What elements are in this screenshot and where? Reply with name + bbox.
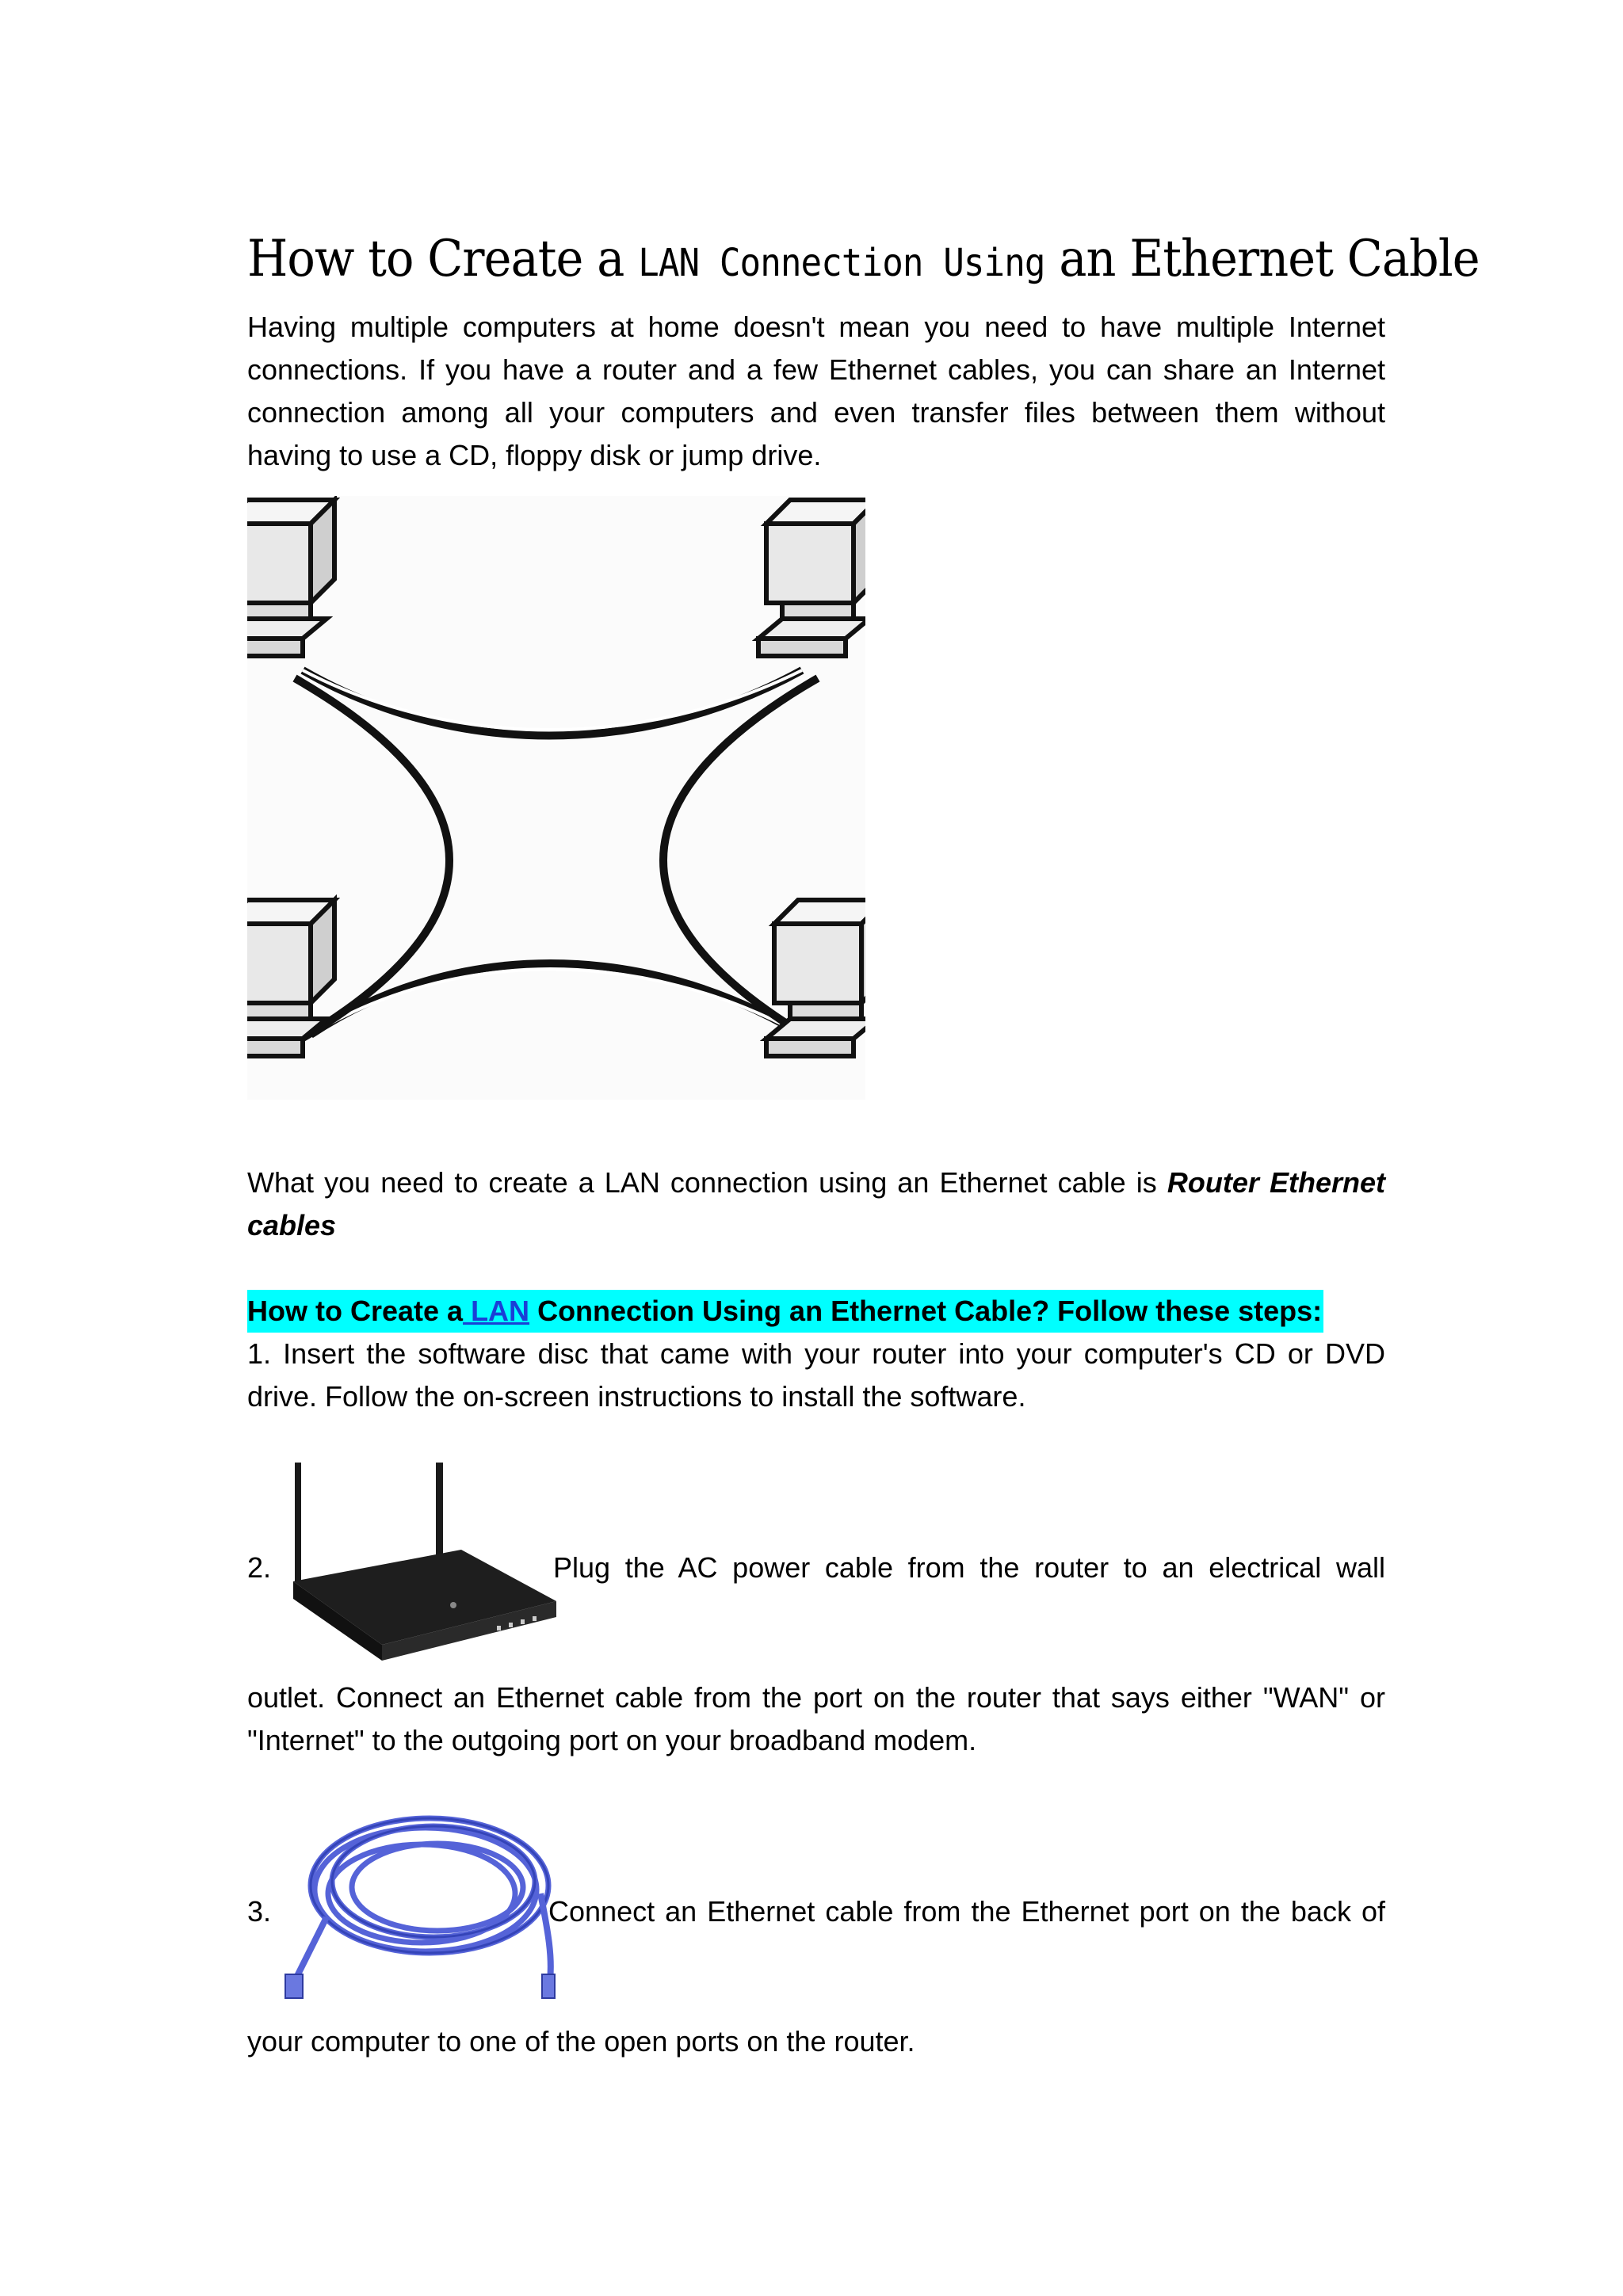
steps-heading-before: How to Create a: [247, 1295, 464, 1327]
requirements-paragraph: [247, 1161, 1385, 1247]
ethernet-cable-image: [279, 1798, 556, 2001]
steps-heading: [247, 1290, 1323, 1333]
step-3-line-1: Connect an Ethernet cable from the Ethernet port on the back of: [548, 1895, 1385, 1928]
step-1: 1. Insert the software disc that came with your router into your computer's CD or DVD drive. Follow the on-screen instructions to install the software.: [247, 1337, 1385, 1413]
lan-network-diagram: [247, 496, 865, 1100]
requirements-emphasis: Router Ethernet cables: [247, 1166, 1385, 1241]
title-part-2: LAN Connection Using: [638, 241, 1045, 285]
step-2-number: 2.: [247, 1551, 272, 1584]
steps-heading-after: Connection Using an Ethernet Cable? Follow these steps:: [529, 1295, 1323, 1327]
step-3-number: 3.: [247, 1895, 272, 1928]
document-title: [247, 230, 1480, 288]
intro-paragraph: Having multiple computers at home doesn't mean you need to have multiple Internet connections. If you have a router and a few Ethernet cables, you can share an Internet connection among all your computers and even transfer files between them without having to use a CD, floppy disk or jump drive.: [247, 311, 1385, 471]
title-part-3: an Ethernet Cable: [1044, 230, 1480, 288]
requirements-text: What you need to create a LAN connection using an Ethernet cable is: [247, 1166, 1167, 1199]
router-image: [287, 1463, 561, 1667]
title-part-1: How to Create a: [247, 230, 639, 288]
step-3-line-2: your computer to one of the open ports on the router.: [247, 2025, 915, 2058]
step-2-line-2: outlet. Connect an Ethernet cable from the port on the router that says either "WAN" or "Internet" to the outgoing port on your broadband modem.: [247, 1681, 1385, 1756]
lan-link[interactable]: LAN: [463, 1295, 530, 1327]
step-2-line-1: Plug the AC power cable from the router to an electrical wall: [553, 1551, 1385, 1584]
